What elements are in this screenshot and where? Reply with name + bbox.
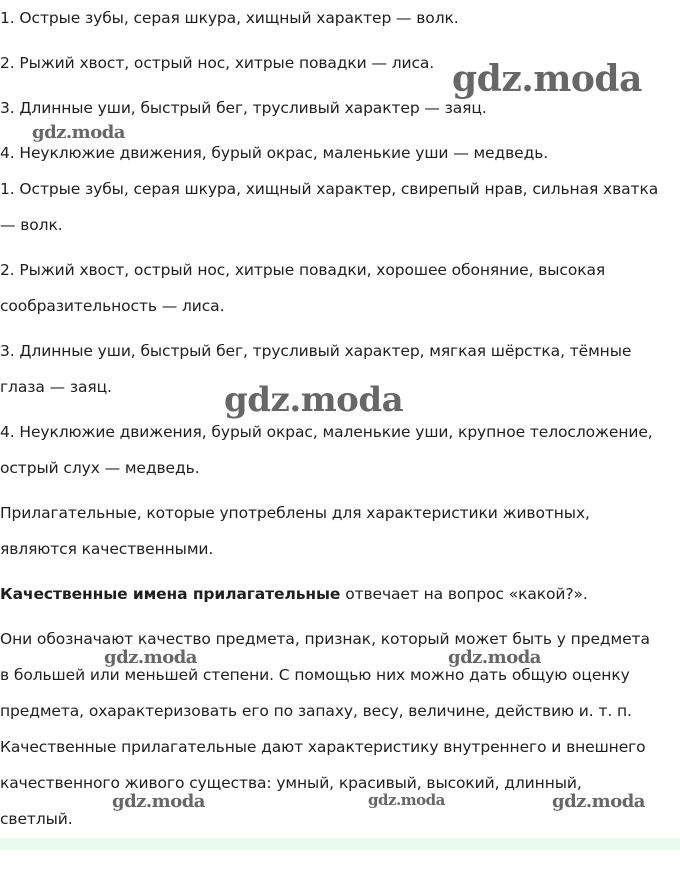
watermark: gdz.moda [104,647,197,668]
watermark: gdz.moda [448,647,541,668]
watermark: gdz.moda [112,791,205,812]
footer-band [0,838,680,850]
answer-line-2: 2. Рыжий хвост, острый нос, хитрые повадки — лиса. [0,54,435,72]
extended-line-3b: глаза — заяц. [0,378,112,396]
explanation-line-4: Качественные прилагательные дают характеристику внутреннего и внешнего [0,738,646,756]
extended-line-3a: 3. Длинные уши, быстрый бег, трусливый характер, мягкая шёрстка, тёмные [0,342,632,360]
answer-line-4: 4. Неуклюжие движения, бурый окрас, маленькие уши — медведь. [0,144,549,162]
answer-line-1: 1. Острые зубы, серая шкура, хищный характер — волк. [0,9,459,27]
extended-line-1a: 1. Острые зубы, серая шкура, хищный характер, свирепый нрав, сильная хватка [0,180,659,198]
definition-line [0,576,588,612]
explanation-line-1: Они обозначают качество предмета, признак, который может быть у предмета [0,630,650,648]
watermark: gdz.moda [32,122,125,143]
explanation-line-5: качественного живого существа: умный, красивый, высокий, длинный, [0,774,582,792]
extended-line-4a: 4. Неуклюжие движения, бурый окрас, маленькие уши, крупное телосложение, [0,423,653,441]
answer-line-3: 3. Длинные уши, быстрый бег, трусливый характер — заяц. [0,99,487,117]
bold-term: Качественные имена прилагательные [0,585,341,603]
watermark: gdz.moda [224,380,404,420]
extended-line-1b: — волк. [0,216,63,234]
conclusion-line-2: являются качественными. [0,540,214,558]
explanation-line-6: светлый. [0,810,73,828]
extended-line-4b: острый слух — медведь. [0,459,200,477]
conclusion-line-1: Прилагательные, которые употреблены для характеристики животных, [0,504,590,522]
watermark: gdz.moda [368,791,445,809]
extended-line-2a: 2. Рыжий хвост, острый нос, хитрые повадки, хорошее обоняние, высокая [0,261,606,279]
explanation-line-2: в большей или меньшей степени. С помощью них можно дать общую оценку [0,666,630,684]
watermark: gdz.moda [552,791,645,812]
explanation-line-3: предмета, охарактеризовать его по запаху, весу, величине, действию и. т. п. [0,702,632,720]
definition-text: отвечает на вопрос «какой?». [345,585,588,603]
watermark: gdz.moda [452,58,642,100]
extended-line-2b: сообразительность — лиса. [0,297,225,315]
